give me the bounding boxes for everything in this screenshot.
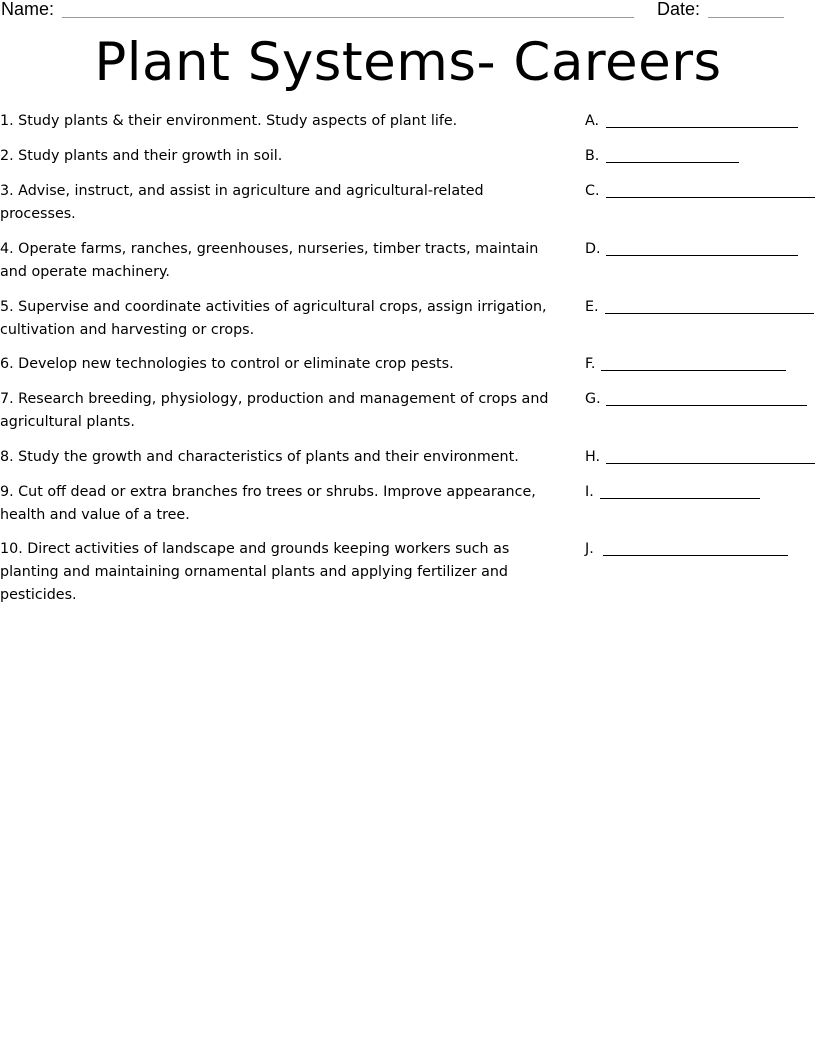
question-10: 10. Direct activities of landscape and grounds keeping workers such as planting and maintaining ornamental plants and applying fertilizer and pesticides. xyxy=(0,541,510,603)
header xyxy=(0,0,816,22)
answer-blank[interactable] xyxy=(606,127,798,128)
answer-label: G. xyxy=(585,391,601,407)
answer-label: C. xyxy=(585,183,600,199)
answer-b xyxy=(585,145,599,168)
answer-label: A. xyxy=(585,113,600,129)
date-label: Date: xyxy=(657,0,701,19)
answer-blank[interactable] xyxy=(600,498,760,499)
question-5: 5. Supervise and coordinate activities of agricultural crops, assign irrigation, cultivation and harvesting or crops. xyxy=(0,299,547,338)
answer-h xyxy=(585,446,600,469)
answer-label: E. xyxy=(585,299,599,315)
question-9: 9. Cut off dead or extra branches fro trees or shrubs. Improve appearance, health and value of a tree. xyxy=(0,484,536,523)
answer-blank[interactable] xyxy=(606,197,815,198)
name-label: Name: xyxy=(1,0,55,19)
answer-label: J. xyxy=(585,541,594,557)
answer-blank[interactable] xyxy=(603,555,788,556)
answer-j xyxy=(585,538,594,561)
page-title: Plant Systems- Careers xyxy=(94,32,722,93)
answer-blank[interactable] xyxy=(601,370,786,371)
answer-g xyxy=(585,388,601,411)
answer-blank[interactable] xyxy=(606,162,739,163)
answer-i xyxy=(585,481,594,504)
question-8: 8. Study the growth and characteristics of plants and their environment. xyxy=(0,449,519,465)
answer-label: D. xyxy=(585,241,601,257)
answer-label: I. xyxy=(585,484,594,500)
name-field[interactable] xyxy=(62,17,634,18)
question-4: 4. Operate farms, ranches, greenhouses, nurseries, timber tracts, maintain and operate machinery. xyxy=(0,241,539,280)
answer-a xyxy=(585,110,599,133)
question-1: 1. Study plants & their environment. Study aspects of plant life. xyxy=(0,113,458,129)
answer-d xyxy=(585,238,601,261)
answer-e xyxy=(585,296,599,319)
answer-label: F. xyxy=(585,356,596,372)
answer-blank[interactable] xyxy=(606,463,815,464)
question-6: 6. Develop new technologies to control or eliminate crop pests. xyxy=(0,356,454,372)
answer-blank[interactable] xyxy=(606,255,798,256)
question-2: 2. Study plants and their growth in soil. xyxy=(0,148,283,164)
question-7: 7. Research breeding, physiology, production and management of crops and agricultural plants. xyxy=(0,391,549,430)
answer-f xyxy=(585,353,595,376)
answer-label: H. xyxy=(585,449,601,465)
answer-c xyxy=(585,180,600,203)
answer-blank[interactable] xyxy=(606,405,807,406)
answer-label: B. xyxy=(585,148,600,164)
date-field[interactable] xyxy=(708,17,784,18)
question-3: 3. Advise, instruct, and assist in agriculture and agricultural-related processes. xyxy=(0,183,484,222)
answer-blank[interactable] xyxy=(605,313,814,314)
